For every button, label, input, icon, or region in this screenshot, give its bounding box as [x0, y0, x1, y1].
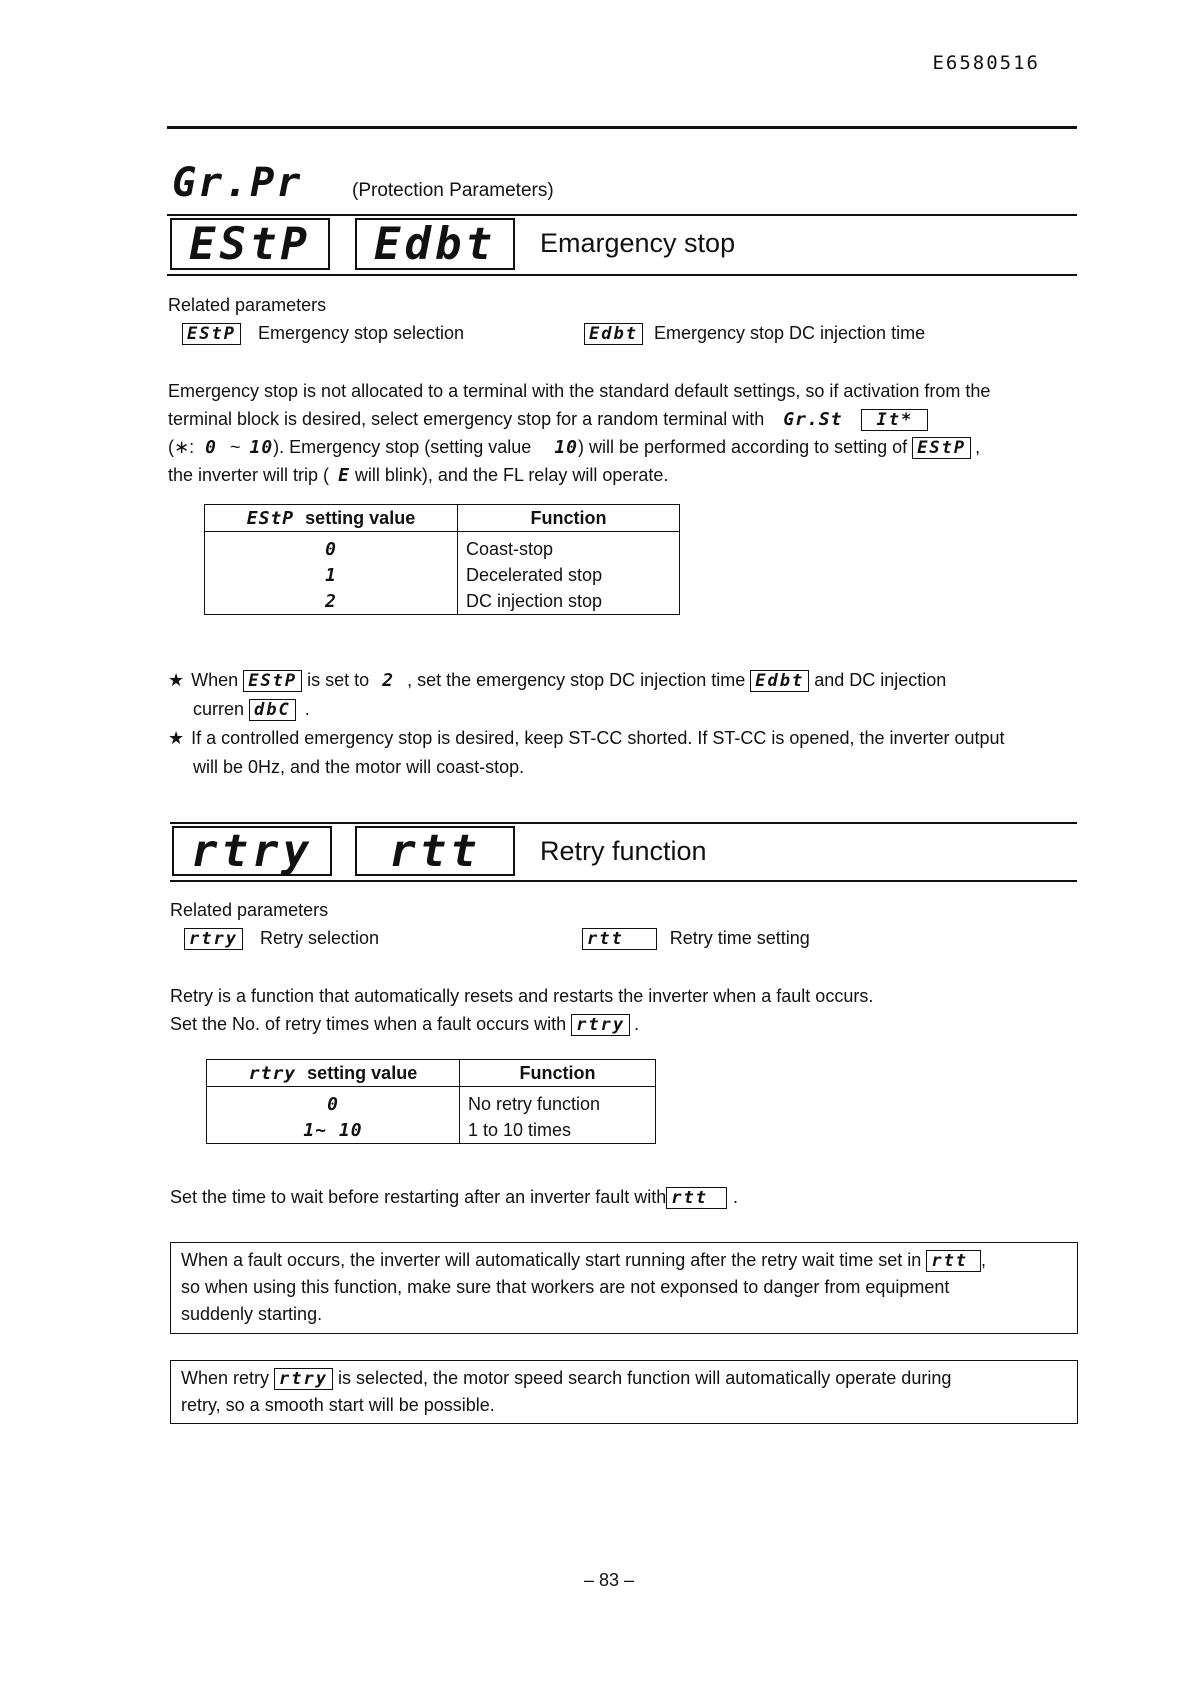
- lcd-code: 10: [554, 437, 578, 458]
- table-cell-value: 1: [205, 562, 458, 588]
- header-text: setting value: [305, 507, 416, 528]
- lcd-code-box: rtt: [666, 1187, 727, 1209]
- table-row: [205, 532, 680, 563]
- retry-speed-search-box: [170, 1360, 1078, 1424]
- document-id: E6580516: [932, 52, 1040, 74]
- section-rule-top: [167, 214, 1077, 216]
- text: When a fault occurs, the inverter will automatically start running after the retry wait time set in: [181, 1250, 922, 1270]
- lcd-code-box: dbC: [249, 699, 296, 721]
- text: the inverter will trip (: [168, 465, 330, 485]
- retry-rule-bottom: [170, 880, 1077, 882]
- text: ,: [981, 1250, 987, 1270]
- text: .: [732, 1187, 738, 1207]
- related-param-text: Emergency stop selection: [257, 323, 465, 343]
- text: When: [191, 670, 239, 690]
- retry-rule-top: [170, 822, 1077, 824]
- lcd-code: Gr.St: [783, 409, 843, 430]
- param-code-box-rtt: rtt: [355, 826, 515, 876]
- related-param-edbt: [584, 320, 925, 347]
- related-param-rtry: [184, 925, 379, 952]
- emergency-para-line1: Emergency stop is not allocated to a terminal with the standard default settings, so if activation from the: [168, 381, 991, 401]
- related-params-label: Related parameters: [168, 295, 327, 315]
- lcd-code: rtry: [248, 1062, 297, 1084]
- text: If a controlled emergency stop is desired, keep ST-CC shorted. If ST-CC is opened, the inverter output: [191, 728, 1005, 748]
- param-code-box-edbt: Edbt: [355, 218, 515, 270]
- rtry-setting-table: [206, 1059, 656, 1144]
- text: curren: [193, 699, 245, 719]
- note-line1: [181, 1365, 1067, 1392]
- group-label: (Protection Parameters): [352, 180, 554, 201]
- table-cell-function: Decelerated stop: [458, 562, 680, 588]
- param-code-box-rtry: rtry: [172, 826, 332, 876]
- text: ,: [975, 437, 981, 457]
- table-header-row: [207, 1060, 656, 1087]
- warning-line1: [181, 1247, 1067, 1274]
- emergency-note2-line2: will be 0Hz, and the motor will coast-stop.: [193, 757, 525, 777]
- text: , set the emergency stop DC injection time: [407, 670, 746, 690]
- table-row: [207, 1117, 656, 1144]
- table-cell-function: Coast-stop: [458, 532, 680, 563]
- related-param-rtt: [582, 925, 810, 952]
- lcd-code: 2: [382, 670, 395, 691]
- text: .: [304, 699, 310, 719]
- table-header-row: [205, 505, 680, 532]
- estp-setting-table: [204, 504, 680, 615]
- star-icon: ★: [168, 670, 185, 690]
- warning-line3: suddenly starting.: [181, 1304, 323, 1324]
- related-param-estp: [182, 320, 464, 347]
- emergency-stop-heading: Emargency stop: [540, 228, 736, 258]
- emergency-para-line3: [168, 434, 980, 461]
- text: is selected, the motor speed search function will automatically operate during: [338, 1368, 952, 1388]
- header-text: setting value: [307, 1062, 418, 1083]
- lcd-code-box: It*: [861, 409, 928, 431]
- retry-warning-box: [170, 1242, 1078, 1334]
- group-code: Gr.Pr: [172, 160, 303, 206]
- table-row: [205, 588, 680, 615]
- lcd-code-box: Edbt: [584, 323, 643, 345]
- lcd-code-box: EStP: [243, 670, 302, 692]
- emergency-note1-line1: [168, 667, 946, 694]
- retry-para-wait: [170, 1184, 738, 1211]
- lcd-code: E: [338, 465, 350, 486]
- table-header-function: Function: [458, 505, 680, 532]
- text: When retry: [181, 1368, 270, 1388]
- warning-line2: so when using this function, make sure that workers are not exponsed to danger from equipment: [181, 1277, 950, 1297]
- lcd-code: 10: [249, 437, 274, 458]
- related-param-text: Retry time setting: [669, 928, 810, 948]
- emergency-para-line2: [168, 406, 928, 433]
- lcd-code-box: EStP: [912, 437, 971, 459]
- lcd-code-box: rtt: [582, 928, 657, 950]
- text: Set the time to wait before restarting after an inverter fault with: [170, 1187, 667, 1207]
- text: and DC injection: [814, 670, 947, 690]
- section-rule-bottom: [167, 274, 1077, 276]
- related-param-text: Retry selection: [259, 928, 380, 948]
- text: terminal block is desired, select emergency stop for a random terminal with: [168, 409, 765, 429]
- lcd-code: EStP: [246, 507, 295, 529]
- text: is set to: [307, 670, 370, 690]
- retry-para-line1: Retry is a function that automatically resets and restarts the inverter when a fault occurs.: [170, 986, 874, 1006]
- text: ) will be performed according to setting of: [578, 437, 908, 457]
- text: ). Emergency stop (setting value: [273, 437, 532, 457]
- text: ~: [229, 437, 241, 457]
- table-cell-value: 0: [205, 532, 458, 563]
- table-cell-value: 1~ 10: [207, 1117, 460, 1144]
- table-header-value: [205, 505, 458, 532]
- lcd-code-box: rtry: [571, 1014, 630, 1036]
- retry-para-line2: [170, 1011, 639, 1038]
- lcd-code-box: rtt: [926, 1250, 981, 1272]
- note-line2: retry, so a smooth start will be possible.: [181, 1395, 495, 1415]
- table-header-function: Function: [460, 1060, 656, 1087]
- table-cell-value: 0: [207, 1087, 460, 1118]
- lcd-code: 0: [205, 437, 217, 458]
- text: .: [634, 1014, 640, 1034]
- table-cell-function: No retry function: [460, 1087, 656, 1118]
- page-number: – 83 –: [584, 1570, 635, 1590]
- table-cell-function: 1 to 10 times: [460, 1117, 656, 1144]
- table-row: [205, 562, 680, 588]
- text: will blink), and the FL relay will operate.: [349, 465, 669, 485]
- param-code-box-estp: EStP: [170, 218, 330, 270]
- star-icon: ★: [168, 728, 185, 748]
- text: (∗:: [168, 437, 195, 457]
- emergency-note2-line1: [168, 725, 1005, 752]
- table-header-value: [207, 1060, 460, 1087]
- table-cell-value: 2: [205, 588, 458, 615]
- emergency-note1-line2: [193, 696, 310, 723]
- table-cell-function: DC injection stop: [458, 588, 680, 615]
- retry-related-label: Related parameters: [170, 900, 329, 920]
- lcd-code-box: Edbt: [750, 670, 809, 692]
- lcd-code-box: rtry: [184, 928, 243, 950]
- related-param-text: Emergency stop DC injection time: [653, 323, 926, 343]
- table-row: [207, 1087, 656, 1118]
- emergency-para-line4: [168, 462, 668, 489]
- lcd-code-box: rtry: [274, 1368, 333, 1390]
- lcd-code-box: EStP: [182, 323, 241, 345]
- top-rule: [167, 126, 1077, 129]
- text: Set the No. of retry times when a fault occurs with: [170, 1014, 567, 1034]
- retry-function-heading: Retry function: [540, 836, 707, 866]
